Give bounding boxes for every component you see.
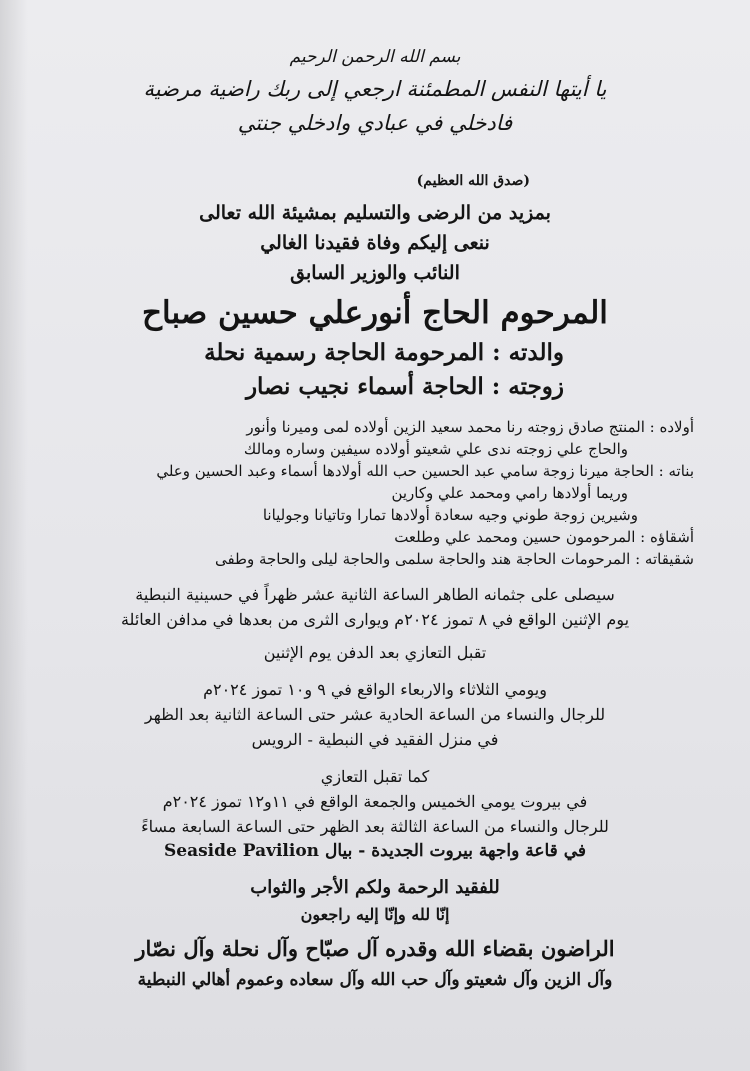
daughters-line-1: بناته : الحاجة ميرنا زوجة سامي عبد الحسين حب الله أولادها أسماء وعبد الحسين وعلي: [156, 462, 694, 480]
beirut-venue: في قاعة واجهة بيروت الجديدة - بيال Seaside Pavilion: [163, 841, 586, 861]
closing-section: [24, 874, 726, 994]
verse-line-1: يا أيتها النفس المطمئنة ارجعي إلى ربك راضية مرضية: [143, 77, 607, 101]
basmala: بسم الله الرحمن الرحيم: [289, 47, 461, 67]
announcement-line-1: بمزيد من الرضى والتسليم بمشيئة الله تعالى: [199, 202, 551, 224]
mother-line: والدته : المرحومة الحاجة رسمية نحلة: [204, 339, 564, 366]
announcement-line-2: ننعى إليكم وفاة فقيدنا الغالي: [260, 232, 490, 254]
immediate-family: [24, 336, 726, 404]
nabatieh-line-2: للرجال والنساء من الساعة الحادية عشر حتى الساعة الثانية بعد الظهر: [144, 705, 606, 724]
condolences-beirut: [24, 764, 726, 864]
announcement: [24, 198, 726, 288]
funeral-line-3: تقبل التعازي بعد الدفن يوم الإثنين: [263, 643, 487, 662]
deceased-name: المرحوم الحاج أنورعلي حسين صباح: [142, 295, 608, 331]
sons-line-1: أولاده : المنتج صادق زوجته رنا محمد سعيد الزين أولاده لمى وميرنا وأنور: [246, 418, 694, 436]
nabatieh-line-1: ويومي الثلاثاء والاربعاء الواقع في ٩ و١٠ تموز ٢٠٢٤م: [203, 680, 547, 699]
brothers-line: أشقاؤه : المرحومون حسين ومحمد علي وطلعت: [394, 528, 694, 546]
sadaq-allah: (صدق الله العظيم): [416, 173, 530, 189]
daughters-line-3: وشيرين زوجة طوني وجيه سعادة أولادها تمارا وتاتيانا وجوليانا: [262, 506, 638, 524]
sisters-line: شقيقاته : المرحومات الحاجة هند والحاجة سلمى والحاجة ليلى والحاجة وطفى: [214, 550, 694, 568]
beirut-line-1: كما تقبل التعازي: [320, 767, 430, 786]
funeral-line-1: سيصلى على جثمانه الطاهر الساعة الثانية عشر ظهراً في حسينية النبطية: [135, 585, 615, 604]
beirut-line-2: في بيروت يومي الخميس والجمعة الواقع في ١١و١٢ تموز ٢٠٢٤م: [162, 792, 588, 811]
relatives-list: [24, 416, 726, 570]
funeral-line-2: يوم الإثنين الواقع في ٨ تموز ٢٠٢٤م ويوارى الثرى من بعدها في مدافن العائلة: [120, 610, 630, 629]
condolences-nabatieh: [24, 677, 726, 752]
verse-line-2: فادخلي في عبادي وادخلي جنتي: [237, 111, 513, 135]
announcement-line-3: النائب والوزير السابق: [290, 262, 460, 284]
nabatieh-line-3: في منزل الفقيد في النبطية - الرويس: [251, 730, 499, 749]
mourning-families-line-2: وآل الزين وآل شعيتو وآل حب الله وآل سعاده وعموم أهالي النبطية: [137, 970, 613, 990]
closing-prayer: للفقيد الرحمة ولكم الأجر والثواب: [250, 877, 500, 898]
daughters-line-2: وريما أولادها رامي ومحمد علي وكارين: [391, 484, 628, 502]
beirut-line-3: للرجال والنساء من الساعة الثالثة بعد الظهر حتى الساعة السابعة مساءً: [141, 817, 609, 836]
wife-line: زوجته : الحاجة أسماء نجيب نصار: [245, 373, 564, 400]
funeral-details: [24, 582, 726, 665]
quran-header: [24, 44, 726, 192]
sons-line-2: والحاج علي زوجته ندى علي شعيتو أولاده سيفين وساره ومالك: [243, 440, 628, 458]
closing-verse: إنّا لله وإنّا إليه راجعون: [300, 905, 450, 924]
mourning-families-line-1: الراضون بقضاء الله وقدره آل صبّاح وآل نحلة وآل نصّار: [135, 936, 615, 961]
